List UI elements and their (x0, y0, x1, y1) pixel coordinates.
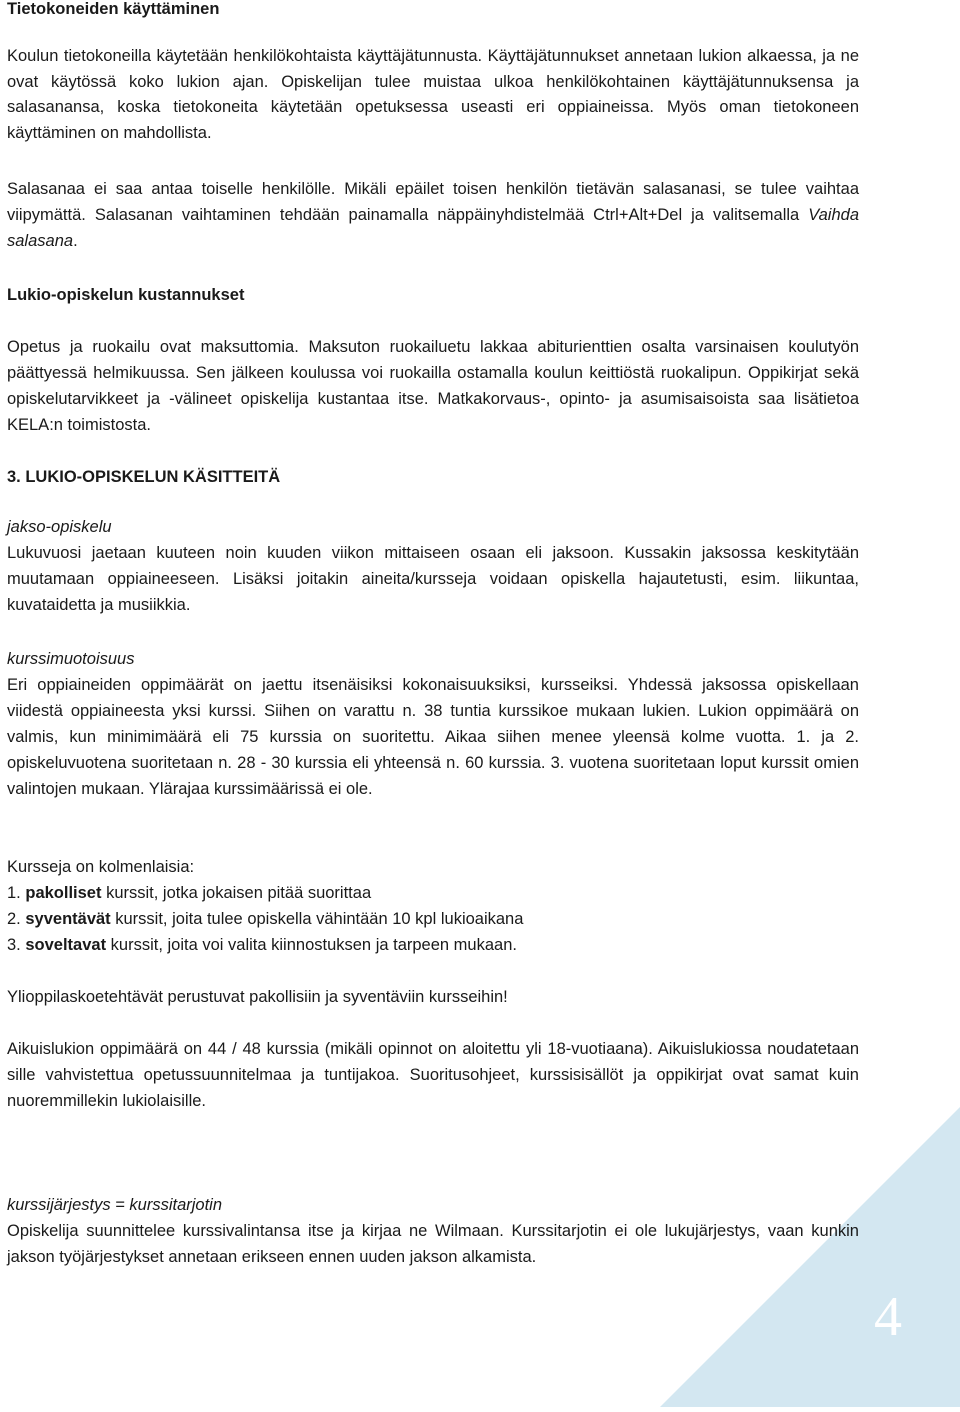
paragraph-period-study: Lukuvuosi jaetaan kuuteen noin kuuden viikon mittaiseen osaan eli jaksoon. Kussakin jaksossa keskitytään muutamaan oppiaineeseen. Lisäksi joitakin aineita/kursseja voidaan opiskella hajautetusti, esim. liikuntaa, kuvataidetta ja musiikkia. (7, 544, 859, 614)
password-text-end: . (73, 232, 78, 250)
list-number: 1. (7, 884, 26, 902)
section-heading-costs: Lukio-opiskelun kustannukset (7, 286, 245, 304)
paragraph-matriculation: Ylioppilaskoetehtävät perustuvat pakollisiin ja syventäviin kursseihin! (7, 988, 508, 1006)
list-item (7, 880, 859, 906)
term-course-format: kurssimuotoisuus (7, 650, 135, 668)
term-course-order: kurssijärjestys = kurssitarjotin (7, 1196, 223, 1214)
list-text: kurssit, joita voi valita kiinnostuksen ja tarpeen mukaan. (106, 936, 517, 954)
paragraph-costs: Opetus ja ruokailu ovat maksuttomia. Maksuton ruokailuetu lakkaa abiturienttien osalta varsinaisen koulutyön päättyessä helmikuussa. Sen jälkeen koulussa voi ruokailla ostamalla koulun keittiöstä ruokalipun. Oppikirjat sekä opiskelutarvikkeet ja -välineet opiskelija kustantaa itse. Matkakorvaus-, opinto- ja asumisaisoista saa lisätietoa KELA:n toimistosta. (7, 338, 859, 434)
list-text: kurssit, jotka jokaisen pitää suorittaa (101, 884, 372, 902)
section-heading-computers: Tietokoneiden käyttäminen (7, 0, 220, 18)
list-text: kurssit, joita tulee opiskella vähintään 10 kpl lukioaikana (110, 910, 524, 928)
list-term: syventävät (25, 910, 111, 928)
paragraph-adult-school: Aikuislukion oppimäärä on 44 / 48 kurssia (mikäli opinnot on aloitettu yli 18-vuotiaana). Aikuislukiossa noudatetaan sille vahvistettua opetussuunnitelmaa ja tuntijakoa. Suoritusohjeet, kurssisisällöt ja oppikirjat ovat samat kuin nuoremmillekin lukiolaisille. (7, 1040, 859, 1110)
list-term: soveltavat (25, 936, 107, 954)
chapter-heading-concepts: 3. LUKIO-OPISKELUN KÄSITTEITÄ (7, 468, 281, 486)
password-text: Salasanaa ei saa antaa toiselle henkilölle. Mikäli epäilet toisen henkilön tietävän salasanasi, se tulee vaihtaa viipymättä. Salasanan vaihtaminen tehdään painamalla näppäinyhdistelmää Ctrl+Alt+Del ja valitsemalla (7, 180, 859, 224)
term-period-study: jakso-opiskelu (7, 518, 112, 536)
paragraph-accounts: Koulun tietokoneilla käytetään henkilökohtaista käyttäjätunnusta. Käyttäjätunnukset annetaan lukion alkaessa, ja ne ovat käytössä koko lukion ajan. Opiskelijan tulee muistaa ulkoa henkilökohtainen käyttäjätunnuksensa ja salasanansa, koska tietokoneita käytetään opetuksessa useasti eri oppiaineissa. Myös oman tietokoneen käyttäminen on mahdollista. (7, 47, 859, 142)
list-item (7, 906, 859, 932)
paragraph-course-format: Eri oppiaineiden oppimäärät on jaettu itsenäisiksi kokonaisuuksiksi, kursseiksi. Yhdessä jaksossa opiskellaan viidestä oppiaineesta yksi kurssi. Siihen on varattu n. 38 tuntia kurssikoe mukaan lukien. Lukion oppimäärä on valmis, kun minimimäärä eli 75 kurssia on suoritettu. Aikaa siihen menee yleensä kolme vuotta. 1. ja 2. opiskeluvuotena suoritetaan n. 28 - 30 kurssia eli yhteensä n. 60 kurssia. 3. vuotena suoritetaan loput kurssit omien valintojen mukaan. Ylärajaa kurssimäärissä ei ole. (7, 676, 859, 798)
course-types-list (7, 880, 859, 958)
list-item (7, 932, 859, 958)
paragraph-password (7, 176, 859, 254)
page-number: 4 (874, 1286, 902, 1348)
change-password-term: Vaihda salasana (7, 206, 859, 250)
list-term: pakolliset (25, 884, 102, 902)
list-number: 2. (7, 910, 26, 928)
list-number: 3. (7, 936, 26, 954)
paragraph-course-order: Opiskelija suunnittelee kurssivalintansa itse ja kirjaa ne Wilmaan. Kurssitarjotin ei ole lukujärjestys, vaan kunkin jakson työjärjestykset annetaan erikseen ennen uuden jakson alkamista. (7, 1222, 859, 1266)
course-types-intro: Kursseja on kolmenlaisia: (7, 858, 195, 876)
